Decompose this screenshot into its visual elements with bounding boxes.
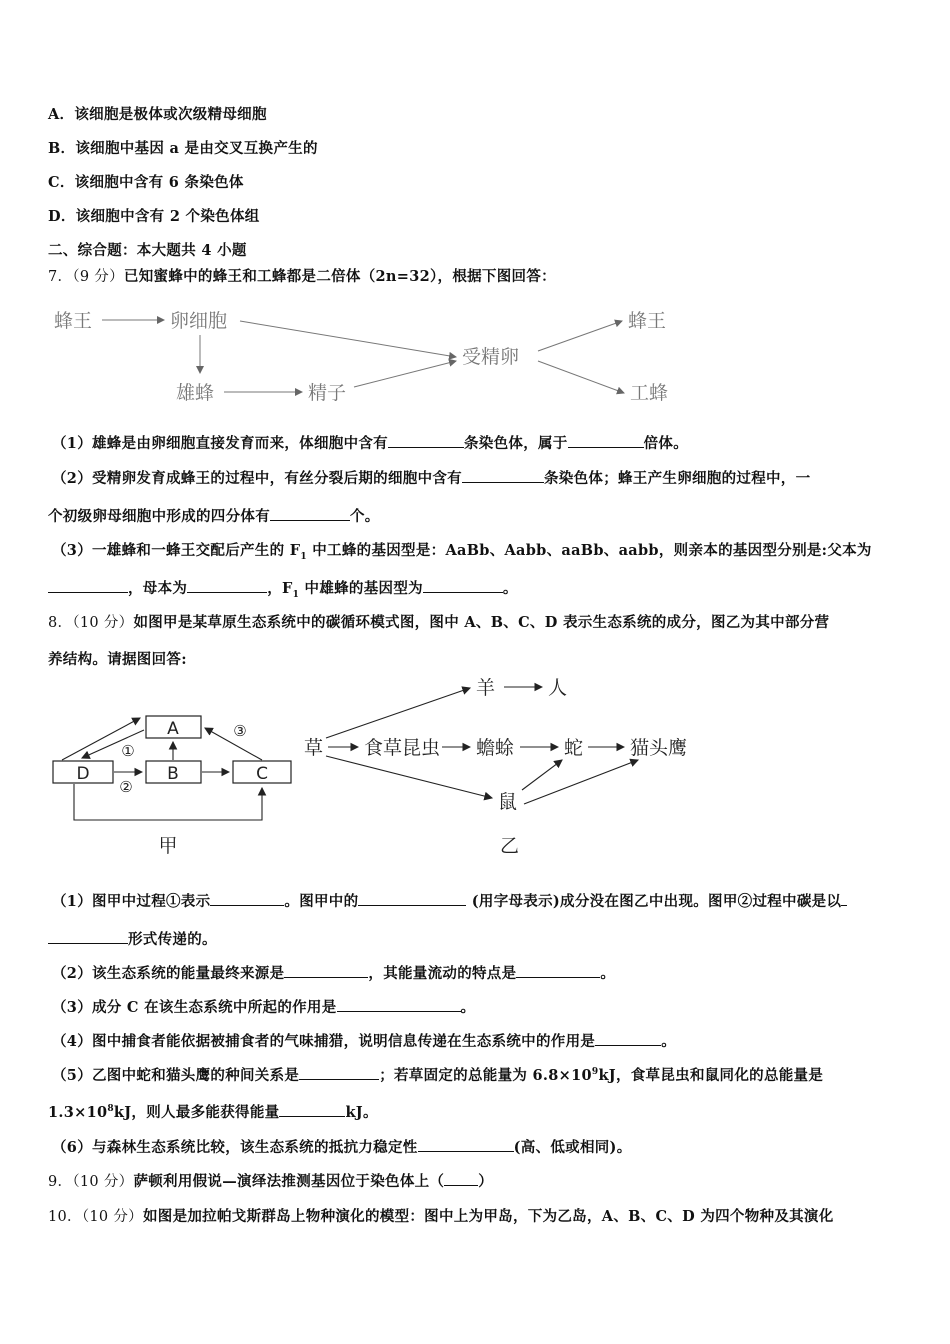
q8-part6	[52, 1136, 632, 1157]
q8-p2-text-c: 。	[600, 965, 616, 982]
q8-p2-text-b: ，其能量流动的特点是	[368, 965, 517, 982]
arrow-zygote-worker	[538, 361, 624, 393]
q7-blank-7[interactable]	[423, 578, 503, 594]
q7-p3-text-f: 。	[502, 580, 518, 597]
q7-p1-text-a: （1）雄蜂是由卵细胞直接发育而来，体细胞中含有	[52, 435, 388, 452]
q7-stem-text: 已知蜜蜂中的蜂王和工蜂都是二倍体（2n=32），根据下图回答：	[123, 268, 556, 285]
q8-p3-text-b: 。	[460, 999, 476, 1016]
q8-p1-text-a: （1）图甲中过程①表示	[52, 893, 211, 910]
q8-p5-text-d: 1.3×10	[48, 1104, 108, 1121]
q9-blank[interactable]	[444, 1171, 478, 1187]
q7-p1-text-c: 倍体。	[643, 435, 689, 452]
q10-number: 10．（10 分）	[48, 1209, 143, 1225]
q9-number: 9．（10 分）	[48, 1174, 134, 1190]
q8-blank-8[interactable]	[299, 1065, 379, 1081]
q8-stem-cont: 养结构。请据图回答:	[48, 651, 187, 668]
q7-part3-cont	[48, 577, 518, 600]
q8-p5-text-c: kJ，食草昆虫和鼠同化的总能量是	[598, 1067, 824, 1084]
q8-p3-text-a: （3）成分 C 在该生态系统中所起的作用是	[52, 999, 337, 1016]
q8-blank-9[interactable]	[279, 1102, 345, 1118]
q8-p5-text-f: kJ。	[345, 1104, 378, 1121]
q7-blank-5[interactable]	[48, 578, 128, 594]
option-d: D．该细胞中含有 2 个染色体组	[48, 208, 260, 225]
q7-p2-text-d: 个。	[350, 508, 380, 525]
q8-p4-text-a: （4）图中捕食者能依据被捕食者的气味捕猎，说明信息传递在生态系统中的作用是	[52, 1033, 596, 1050]
arrow-zygote-queen	[538, 321, 622, 351]
arrow-sperm-zygote	[354, 361, 456, 387]
q8-p1-text-c: (用字母表示)成分没在图乙中出现。图甲②过程中碳是以	[466, 893, 842, 910]
section-title: 二、综合题：本大题共 4 小题	[48, 242, 247, 259]
q7-p3-sub-1: 1	[300, 551, 307, 562]
node-c-label: C	[256, 764, 268, 784]
q8-blank-4[interactable]	[284, 963, 368, 979]
q7-part2	[52, 467, 810, 488]
process-1-label: ①	[121, 742, 135, 760]
q8-number: 8．（10 分）	[48, 615, 134, 631]
q7-p3-text-b: 中工蜂的基因型是：AaBb、Aabb、aaBb、aabb，则亲本的基因型分别是:父本为	[306, 542, 872, 559]
q8-blank-7[interactable]	[595, 1031, 661, 1047]
q8-p5-text-a: （5）乙图中蛇和猫头鹰的种间关系是	[52, 1067, 300, 1084]
q7-blank-4[interactable]	[270, 506, 350, 522]
q7-p3-text-a: （3）一雄蜂和一蜂王交配后产生的 F	[52, 542, 301, 559]
bee-queen-out-label: 蜂王	[628, 310, 667, 332]
figure-jia-label: 甲	[158, 835, 178, 857]
q7-p3-text-c: ，母本为	[128, 580, 188, 597]
food-snake: 蛇	[564, 737, 584, 759]
q8-blank-1[interactable]	[210, 891, 284, 907]
q8-blank-3[interactable]	[48, 929, 128, 945]
food-rat: 鼠	[498, 791, 518, 813]
q8-p4-text-b: 。	[661, 1033, 676, 1050]
q7-p2-text-a: （2）受精卵发育成蜂王的过程中，有丝分裂后期的细胞中含有	[52, 470, 462, 487]
q10	[48, 1205, 834, 1226]
q7-p1-text-b: 条染色体，属于	[464, 435, 568, 452]
food-grass: 草	[304, 737, 324, 759]
q8-p5-text-b: ；若草固定的总能量为 6.8×10	[379, 1067, 592, 1084]
q8-blank-10[interactable]	[418, 1137, 514, 1153]
arrow-rat-owl	[524, 760, 638, 804]
q7-p2-text-c: 个初级卵母细胞中形成的四分体有	[48, 508, 270, 525]
bee-drone-label: 雄蜂	[176, 382, 215, 404]
option-b: B．该细胞中基因 a 是由交叉互换产生的	[48, 140, 318, 157]
q8-blank-3-start[interactable]	[841, 891, 847, 907]
food-insect: 食草昆虫	[364, 737, 441, 759]
food-human: 人	[548, 677, 568, 699]
process-2-label: ②	[119, 778, 133, 796]
q8-blank-2[interactable]	[358, 891, 466, 907]
bee-sperm-label: 精子	[308, 382, 347, 404]
bee-zygote-label: 受精卵	[462, 346, 520, 368]
food-sheep: 羊	[476, 677, 496, 699]
q8-p5-exp-2: 8	[107, 1104, 114, 1115]
q7-p3-sub-2: 1	[292, 589, 300, 600]
node-d-label: D	[76, 764, 90, 784]
q8-p6-text-b: (高、低或相同)。	[513, 1139, 632, 1156]
bee-diagram	[48, 295, 688, 415]
option-c: C．该细胞中含有 6 条染色体	[48, 174, 244, 191]
q8-blank-6[interactable]	[337, 997, 461, 1013]
q8-part3	[52, 996, 475, 1017]
arrow-rat-snake	[522, 760, 562, 790]
option-a: A．该细胞是极体或次级精母细胞	[48, 106, 267, 123]
q7-part1	[52, 432, 688, 453]
food-web-diagram	[300, 672, 720, 858]
food-owl: 猫头鹰	[630, 737, 688, 759]
arrow-egg-zygote	[240, 321, 456, 357]
node-b-label: B	[167, 764, 179, 784]
q8-blank-5[interactable]	[516, 963, 600, 979]
process-3-label: ③	[233, 722, 247, 740]
q8-part5	[52, 1064, 823, 1085]
q8-part5-cont	[48, 1101, 378, 1122]
q9	[48, 1170, 493, 1191]
q7-part3	[52, 539, 872, 562]
q8-part2	[52, 962, 615, 983]
q9-end-text: ）	[478, 1173, 494, 1190]
q8-p6-text-a: （6）与森林生态系统比较，该生态系统的抵抗力稳定性	[52, 1139, 418, 1156]
figure-yi-label: 乙	[500, 835, 520, 857]
q7-part2-cont	[48, 505, 380, 526]
q7-stem	[48, 265, 556, 286]
arrow-grass-sheep	[326, 688, 470, 738]
bee-egg-label: 卵细胞	[170, 310, 228, 332]
q8-part4	[52, 1030, 676, 1051]
carbon-cycle-diagram	[48, 708, 298, 858]
q7-blank-2[interactable]	[568, 433, 644, 449]
arrow-d-c	[74, 784, 262, 820]
q8-p5-text-e: kJ，则人最多能获得能量	[113, 1104, 280, 1121]
q7-blank-6[interactable]	[187, 578, 267, 594]
q10-stem-text: 如图是加拉帕戈斯群岛上物种演化的模型：图中上为甲岛，下为乙岛，A、B、C、D 为四个物种及其演化	[142, 1208, 834, 1225]
bee-worker-label: 工蜂	[630, 382, 669, 404]
bee-queen-label: 蜂王	[54, 310, 93, 332]
q8-stem	[48, 611, 829, 632]
q8-p1-text-d: 形式传递的。	[128, 931, 217, 948]
q8-stem-text-1: 如图甲是某草原生态系统中的碳循环模式图，图中 A、B、C、D 表示生态系统的成分，图乙为其中部分营	[133, 614, 830, 631]
q7-p3-text-d: ，F	[267, 580, 293, 597]
q8-p1-text-b: 。图甲中的	[284, 893, 359, 910]
q9-stem-text: 萨顿利用假说—演绎法推测基因位于染色体上（	[133, 1173, 445, 1190]
q8-p5-exp-1: 9	[591, 1067, 599, 1078]
food-toad: 蟾蜍	[476, 737, 515, 759]
node-a-label: A	[167, 719, 179, 739]
q7-blank-1[interactable]	[388, 433, 464, 449]
q7-p3-text-e: 中雄蜂的基因型为	[299, 580, 423, 597]
q8-p2-text-a: （2）该生态系统的能量最终来源是	[52, 965, 285, 982]
arrow-grass-rat	[326, 756, 492, 798]
q8-part1-cont	[48, 928, 217, 949]
q8-part1	[52, 890, 847, 911]
q7-blank-3[interactable]	[462, 468, 544, 484]
q7-p2-text-b: 条染色体；蜂王产生卵细胞的过程中，一	[544, 470, 811, 487]
q7-number: 7．（9 分）	[48, 269, 124, 285]
